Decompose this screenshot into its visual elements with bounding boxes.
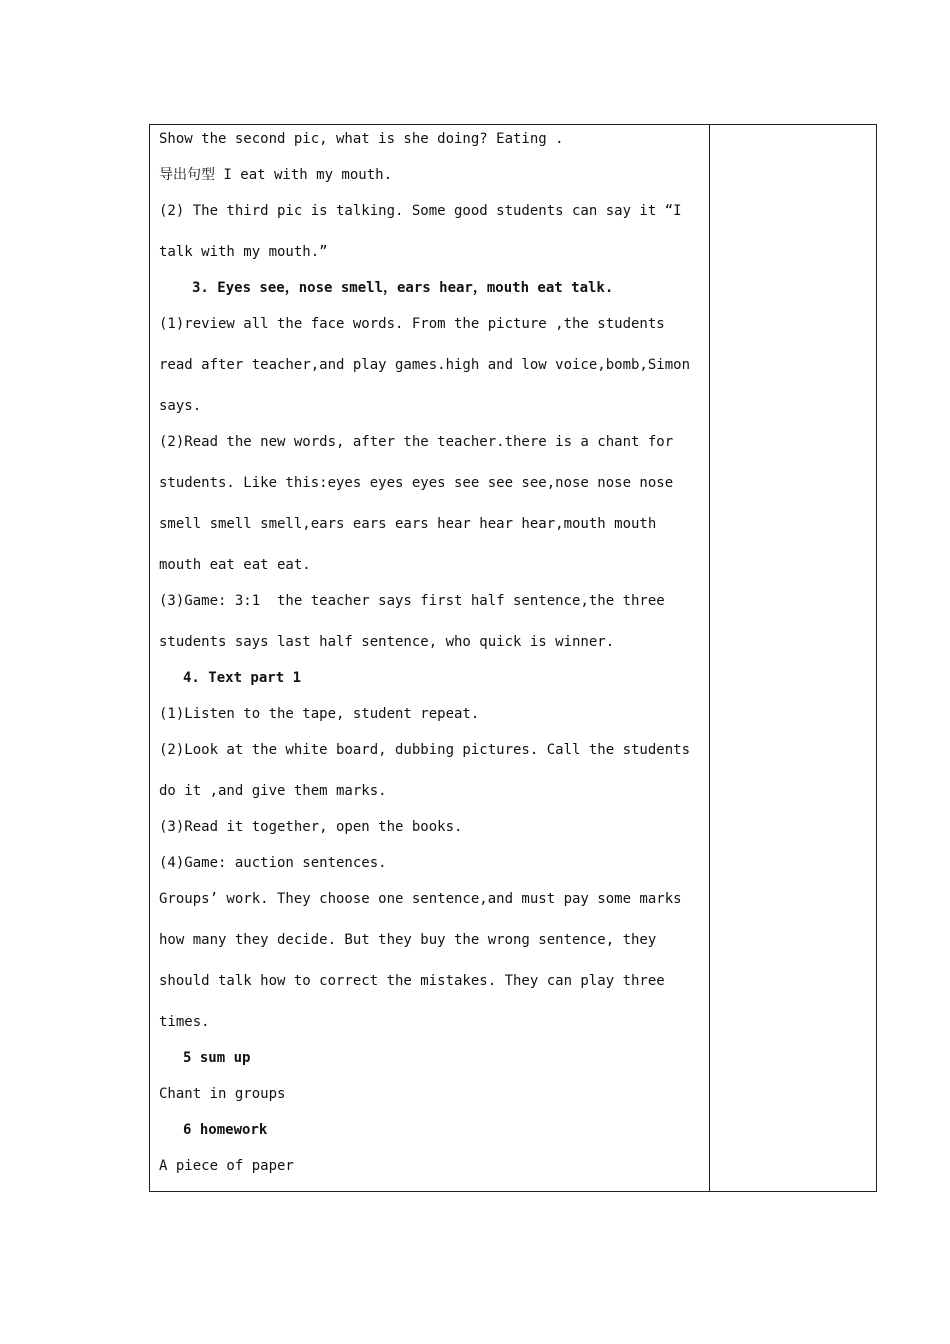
text-line: how many they decide. But they buy the wrong sentence, they	[159, 932, 657, 948]
text-line: (3)Read it together, open the books.	[159, 819, 463, 835]
text-line: (2) The third pic is talking. Some good students can say it “I	[159, 203, 682, 219]
text-line: do it ,and give them marks.	[159, 783, 387, 799]
section-heading: 5 sum up	[183, 1050, 251, 1066]
text-line: smell smell smell,ears ears ears hear hear hear,mouth mouth	[159, 516, 657, 532]
text-line: read after teacher,and play games.high and low voice,bomb,Simon	[159, 357, 691, 373]
text-line: 导出句型 I eat with my mouth.	[159, 167, 393, 183]
text-line: (1)Listen to the tape, student repeat.	[159, 706, 480, 722]
text-line: A piece of paper	[159, 1158, 294, 1174]
text-line: students says last half sentence, who quick is winner.	[159, 634, 615, 650]
text-line: should talk how to correct the mistakes. They can play three	[159, 973, 665, 989]
section-heading: 3. Eyes see，nose smell，ears hear，mouth eat talk.	[192, 280, 614, 296]
lesson-steps-cell	[150, 125, 710, 1191]
section-heading: 4. Text part 1	[183, 670, 302, 686]
text-line: Groups’ work. They choose one sentence,and must pay some marks	[159, 891, 682, 907]
text-line: Chant in groups	[159, 1086, 286, 1102]
text-line: (2)Look at the white board, dubbing pictures. Call the students	[159, 742, 691, 758]
text-line: Show the second pic, what is she doing? Eating .	[159, 131, 564, 147]
text-line: (2)Read the new words, after the teacher.there is a chant for	[159, 434, 674, 450]
text-line: says.	[159, 398, 202, 414]
lesson-table	[149, 124, 877, 1192]
text-line: (4)Game: auction sentences.	[159, 855, 387, 871]
text-line: (1)review all the face words. From the picture ,the students	[159, 316, 665, 332]
text-line: talk with my mouth.”	[159, 244, 328, 260]
text-line: mouth eat eat eat.	[159, 557, 311, 573]
text-line: times.	[159, 1014, 210, 1030]
section-heading: 6 homework	[183, 1122, 268, 1138]
text-line: (3)Game: 3:1 the teacher says first half sentence,the three	[159, 593, 665, 609]
text-line: students. Like this:eyes eyes eyes see see see,nose nose nose	[159, 475, 674, 491]
notes-cell	[710, 125, 876, 1191]
